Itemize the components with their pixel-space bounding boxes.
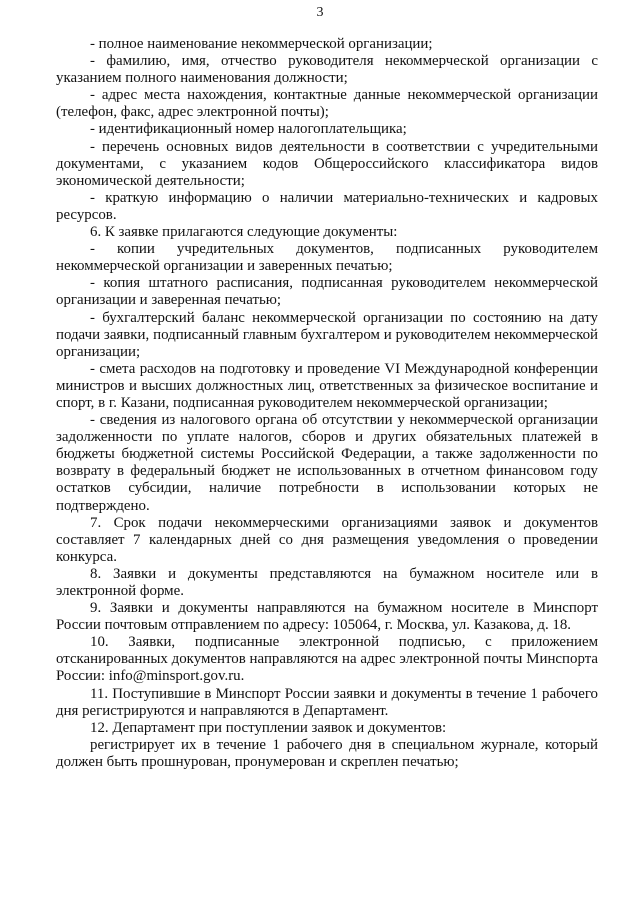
paragraph: 10. Заявки, подписанные электронной подписью, с приложением отсканированных документов направляются на адрес электронной почты Минспорта России: info@minsport.gov.ru. xyxy=(56,634,598,685)
paragraph: 6. К заявке прилагаются следующие документы: xyxy=(90,224,398,241)
paragraph: - копия штатного расписания, подписанная руководителем некоммерческой организации и заверенная печатью; xyxy=(56,275,598,309)
paragraph: - полное наименование некоммерческой организации; xyxy=(90,36,433,52)
paragraph: - перечень основных видов деятельности в соответствии с учредительными документами, с указанием кодов Общероссийского классификатора видов экономической деятельности; xyxy=(56,138,598,189)
paragraph: - фамилию, имя, отчество руководителя некоммерческой организации с указанием полного наименования должности; xyxy=(56,53,598,87)
paragraph: регистрирует их в течение 1 рабочего дня в специальном журнале, который должен быть прошнурован, пронумерован и скреплен печатью; xyxy=(56,736,598,770)
paragraph: - смета расходов на подготовку и проведение VI Международной конференции министров и высших должностных лиц, ответственных за физическое воспитание и спорт, в г. Казани, подписанная руководителем некоммерческой организации; xyxy=(56,360,598,411)
paragraph: - сведения из налогового органа об отсутствии у некоммерческой организации задолженности по уплате налогов, сборов и других обязательных платежей в бюджеты бюджетной системы Российской Федерации, а также задолженности по возврату в федеральный бюджет не использованных в отчетном финансовом году остатков субсидии, наличие потребности в использовании которых не подтверждено. xyxy=(56,412,598,514)
paragraph: - адрес места нахождения, контактные данные некоммерческой организации (телефон, факс, адрес электронной почты); xyxy=(56,87,598,121)
document-body xyxy=(56,36,598,771)
paragraph: 12. Департамент при поступлении заявок и документов: xyxy=(90,719,447,736)
page-number: 3 xyxy=(316,5,324,20)
paragraph: 7. Срок подачи некоммерческими организациями заявок и документов составляет 7 календарных дней со дня размещения уведомления о проведении конкурса. xyxy=(56,514,598,565)
paragraph: - идентификационный номер налогоплательщика; xyxy=(90,121,407,138)
paragraph: 11. Поступившие в Минспорт России заявки и документы в течение 1 рабочего дня регистрируются и направляются в Департамент. xyxy=(56,685,598,719)
paragraph: - копии учредительных документов, подписанных руководителем некоммерческой организации и заверенных печатью; xyxy=(56,241,598,275)
paragraph: 9. Заявки и документы направляются на бумажном носителе в Минспорт России почтовым отправлением по адресу: 105064, г. Москва, ул. Казакова, д. 18. xyxy=(56,600,598,634)
paragraph: 8. Заявки и документы представляются на бумажном носителе или в электронной форме. xyxy=(56,565,598,599)
paragraph: - бухгалтерский баланс некоммерческой организации по состоянию на дату подачи заявки, подписанный главным бухгалтером и руководителем некоммерческой организации; xyxy=(56,309,598,360)
paragraph: - краткую информацию о наличии материально-технических и кадровых ресурсов. xyxy=(56,189,598,223)
